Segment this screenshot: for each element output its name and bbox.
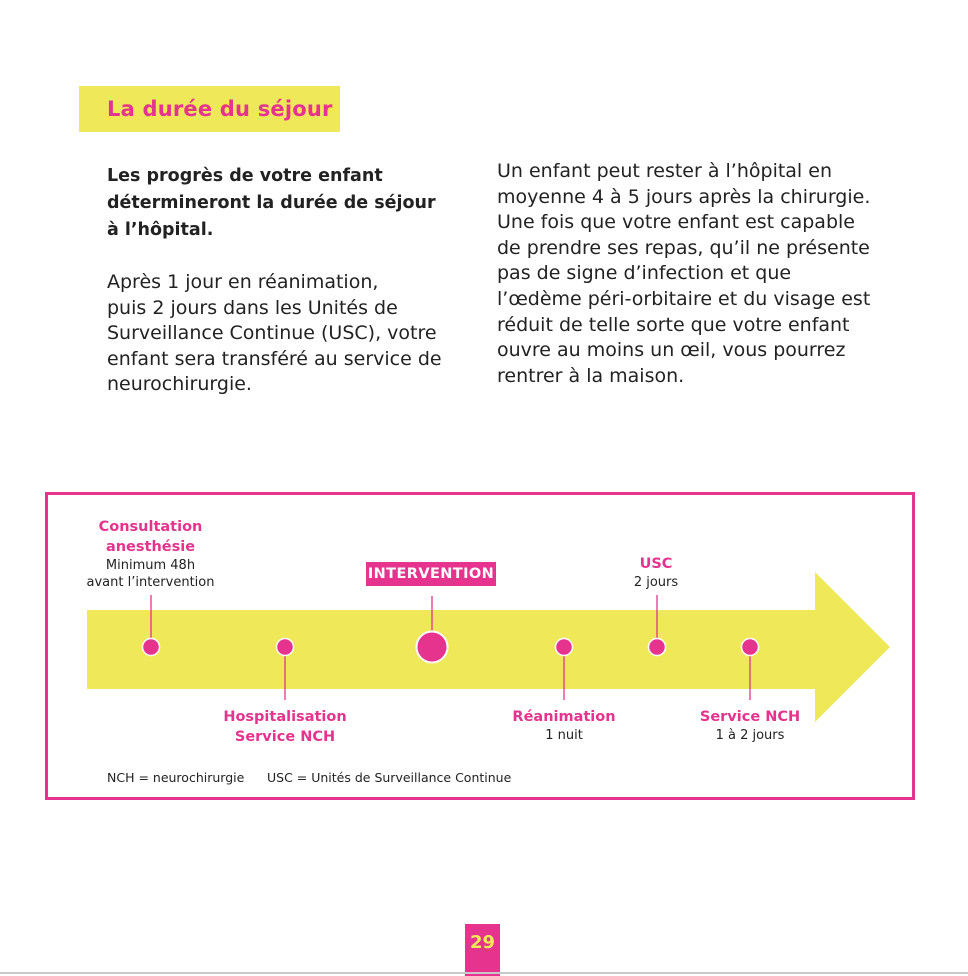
body-line: enfant sera transféré au service de (107, 347, 442, 370)
dot-consultation (143, 639, 160, 656)
bottom-divider (0, 972, 968, 974)
body-line: l’œdème péri-orbitaire et du visage est (497, 287, 871, 310)
dot-reanimation (556, 639, 573, 656)
dot-service-nch (742, 639, 759, 656)
hospitalisation-title-2: Service NCH (234, 729, 336, 745)
body-line: Surveillance Continue (USC), votre (107, 322, 437, 345)
body-line: ouvre au moins un œil, vous pourrez (497, 339, 846, 362)
body-line: Un enfant peut rester à l’hôpital en (497, 160, 832, 182)
consultation-title-2: anesthésie (105, 539, 196, 555)
body-line: rentrer à la maison. (497, 364, 685, 387)
legend-usc: USC = Unités de Surveillance Continue (267, 770, 512, 785)
dot-intervention (417, 632, 448, 663)
intervention-badge: INTERVENTION (366, 562, 496, 586)
timeline-arrow (87, 572, 890, 722)
lead-line: Les progrès de votre enfant (107, 166, 383, 186)
label-hospitalisation (210, 707, 360, 747)
label-usc (606, 554, 706, 591)
body-line: neurochirurgie. (107, 373, 252, 396)
label-service-nch (690, 707, 810, 744)
legend-nch: NCH = neurochirurgie (107, 770, 245, 785)
reanimation-sub: 1 nuit (545, 728, 583, 743)
service-nch-title: Service NCH (699, 709, 801, 725)
body-line: puis 2 jours dans les Unités de (107, 296, 398, 319)
consultation-sub-2: avant l’intervention (86, 575, 215, 590)
usc-title: USC (639, 556, 673, 572)
body-line: réduit de telle sorte que votre enfant (497, 313, 850, 336)
body-line: moyenne 4 à 5 jours après la chirurgie. (497, 185, 871, 208)
label-consultation (78, 517, 223, 591)
body-line: pas de signe d’infection et que (497, 262, 792, 285)
consultation-sub: Minimum 48h (105, 558, 196, 573)
service-nch-sub: 1 à 2 jours (715, 728, 785, 743)
body-line: de prendre ses repas, qu’il ne présente (497, 236, 870, 259)
lead-line: à l’hôpital. (107, 220, 214, 240)
section-title: La durée du séjour (107, 97, 333, 121)
lead-line: détermineront la durée de séjour (107, 193, 436, 213)
consultation-title: Consultation (98, 519, 203, 535)
body-line: Une fois que votre enfant est capable (497, 211, 855, 234)
usc-sub: 2 jours (633, 575, 679, 590)
page-number: 29 (465, 924, 500, 976)
label-reanimation (504, 707, 624, 744)
body-line: Après 1 jour en réanimation, (107, 271, 379, 293)
reanimation-title: Réanimation (512, 709, 616, 725)
hospitalisation-title: Hospitalisation (223, 709, 347, 725)
dot-usc (649, 639, 666, 656)
dot-hospitalisation (277, 639, 294, 656)
